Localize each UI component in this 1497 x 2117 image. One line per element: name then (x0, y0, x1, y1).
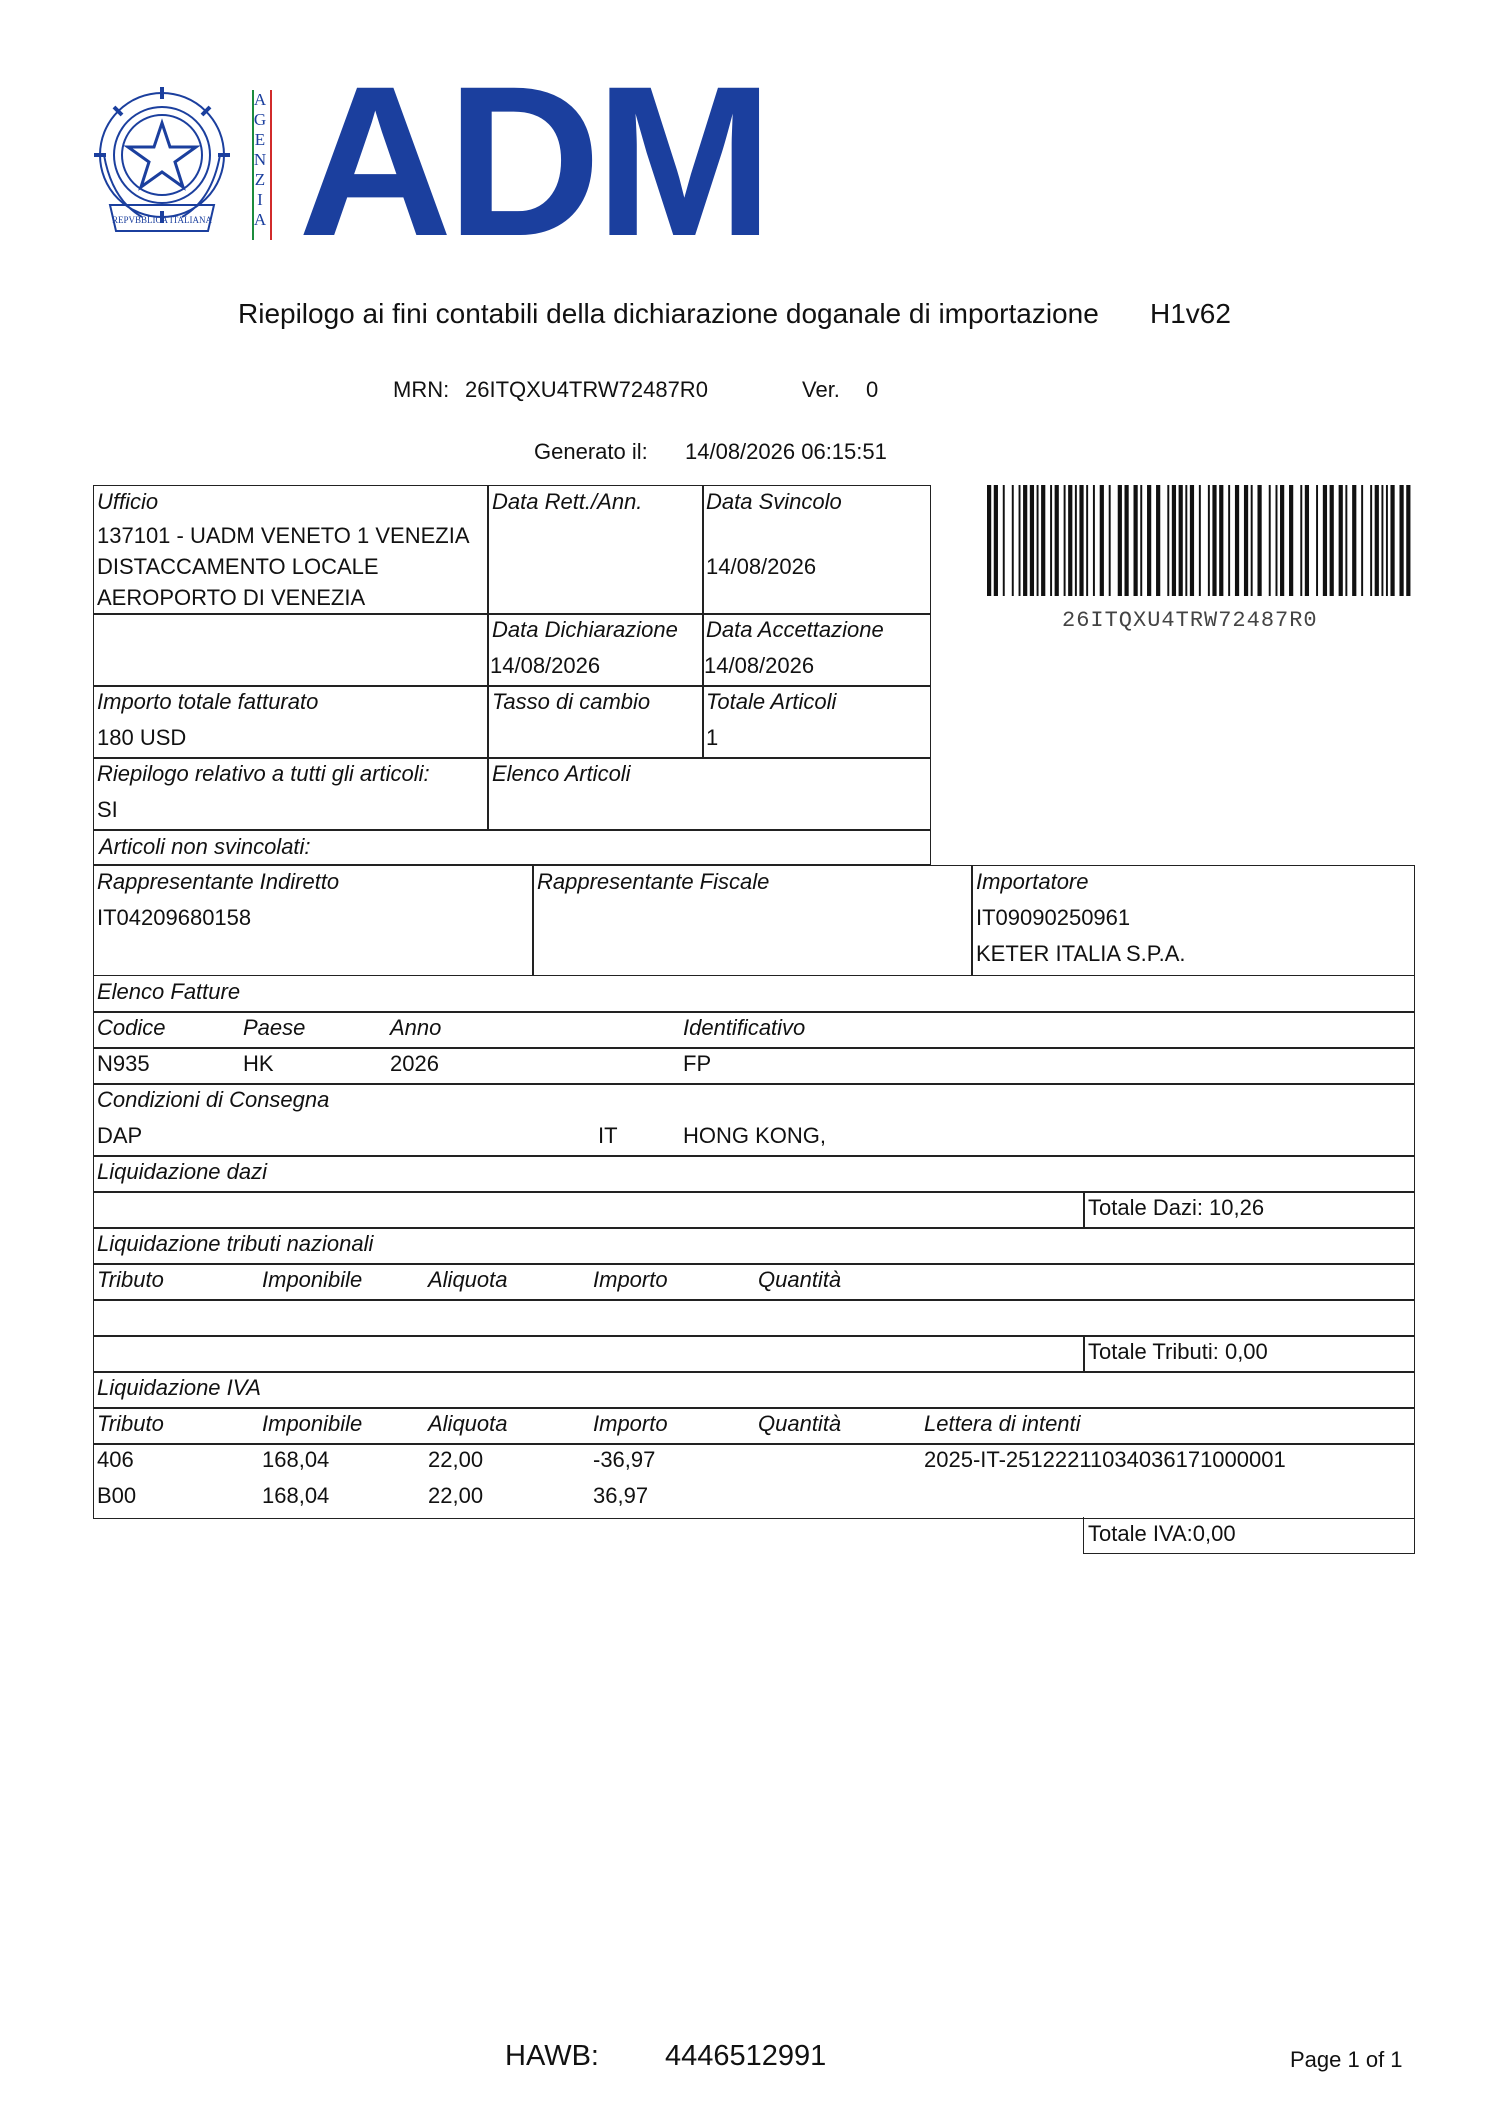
agency-letter: A (253, 90, 267, 109)
iva-row-2-imponibile: 168,04 (262, 1483, 330, 1508)
agency-vertical-text (250, 90, 270, 230)
rappresentante-indiretto-value: IT04209680158 (97, 905, 252, 930)
barcode-bar (1316, 485, 1318, 596)
barcode-bar (1323, 485, 1327, 596)
iva-row-2-aliquota: 22,00 (428, 1483, 484, 1508)
flag-stripe-red (270, 90, 272, 240)
rappresentante-indiretto-label: Rappresentante Indiretto (97, 869, 340, 894)
fattura-anno: 2026 (390, 1051, 439, 1076)
barcode-bar (1339, 485, 1343, 596)
data-svincolo-value: 14/08/2026 (706, 554, 817, 579)
importatore-name: KETER ITALIA S.P.A. (976, 941, 1186, 966)
barcode-bar (1199, 485, 1201, 596)
ufficio-line-2: DISTACCAMENTO LOCALE (97, 554, 379, 579)
barcode-bar (1352, 485, 1356, 596)
fatture-header-identificativo: Identificativo (683, 1015, 806, 1040)
ufficio-line-3: AEROPORTO DI VENEZIA (97, 585, 366, 610)
barcode-image (987, 485, 1413, 596)
dazi-total: Totale Dazi: 10,26 (1088, 1195, 1265, 1220)
data-rett-label: Data Rett./Ann. (492, 489, 643, 514)
repubblica-italiana-emblem-icon (92, 85, 232, 245)
barcode-bar (1167, 485, 1169, 596)
barcode-bar (1185, 485, 1187, 596)
iva-row-2-importo: 36,97 (593, 1483, 649, 1508)
barcode-bar (1050, 485, 1052, 596)
barcode-bar (1381, 485, 1383, 596)
iva-total: Totale IVA:0,00 (1088, 1521, 1236, 1546)
tributi-label: Liquidazione tributi nazionali (97, 1231, 374, 1256)
emblem-ring-text: REPVBBLICA ITALIANA (111, 215, 213, 225)
iva-row-2-tributo: B00 (97, 1483, 137, 1508)
iva-header-imponibile: Imponibile (262, 1411, 363, 1436)
barcode-bar (1375, 485, 1379, 596)
tributi-header-tributo: Tributo (97, 1267, 164, 1292)
barcode-bar (1280, 485, 1284, 596)
tributi-header-quantita: Quantità (758, 1267, 842, 1292)
iva-header-aliquota: Aliquota (428, 1411, 508, 1436)
barcode-bar (1370, 485, 1372, 596)
ufficio-line-1: 137101 - UADM VENETO 1 VENEZIA (97, 523, 470, 548)
barcode-bar (1390, 485, 1394, 596)
generated-value: 14/08/2026 06:15:51 (685, 439, 887, 464)
riepilogo-articoli-label: Riepilogo relativo a tutti gli articoli: (97, 761, 430, 786)
data-dichiarazione-label: Data Dichiarazione (492, 617, 678, 642)
barcode-bar (1134, 485, 1138, 596)
mrn-value: 26ITQXU4TRW72487R0 (465, 377, 708, 402)
fattura-identificativo: FP (683, 1051, 712, 1076)
adm-logo: ADM (298, 42, 768, 281)
barcode-bar (1068, 485, 1072, 596)
barcode-bar (1345, 485, 1347, 596)
data-accettazione-label: Data Accettazione (706, 617, 884, 642)
ver-value: 0 (866, 377, 879, 402)
iva-row-1-importo: -36,97 (593, 1447, 656, 1472)
fattura-paese: HK (243, 1051, 274, 1076)
barcode-bar (1300, 485, 1302, 596)
totale-articoli-value: 1 (706, 725, 719, 750)
tasso-cambio-label: Tasso di cambio (492, 689, 651, 714)
page-indicator: Page 1 of 1 (1290, 2047, 1403, 2072)
barcode-bar (1228, 485, 1230, 596)
consegna-country: IT (598, 1123, 618, 1148)
importo-totale-label: Importo totale fatturato (97, 689, 319, 714)
iva-header-importo: Importo (593, 1411, 668, 1436)
barcode-bar (1190, 485, 1194, 596)
barcode-bar (1147, 485, 1151, 596)
barcode-bar (1100, 485, 1104, 596)
barcode-bar (1030, 485, 1034, 596)
barcode-bar (1257, 485, 1261, 596)
agency-letter: A (253, 210, 267, 229)
barcode-bar (1269, 485, 1271, 596)
generated-label: Generato il: (534, 439, 648, 464)
document-title: Riepilogo ai fini contabili della dichiarazione doganale di importazione (238, 298, 1099, 329)
fatture-label: Elenco Fatture (97, 979, 241, 1004)
barcode-bar (1172, 485, 1176, 596)
barcode-bar (1208, 485, 1210, 596)
dazi-label: Liquidazione dazi (97, 1159, 268, 1184)
consegna-place: HONG KONG, (683, 1123, 827, 1148)
barcode-bar (1330, 485, 1334, 596)
barcode-bar (1212, 485, 1216, 596)
iva-label: Liquidazione IVA (97, 1375, 261, 1400)
barcode-bar (1156, 485, 1160, 596)
barcode-bar (1075, 485, 1077, 596)
fatture-header-codice: Codice (97, 1015, 166, 1040)
iva-row-1-tributo: 406 (97, 1447, 134, 1472)
barcode-bar (1079, 485, 1083, 596)
ufficio-label: Ufficio (97, 489, 159, 514)
iva-header-lettera-intenti: Lettera di intenti (924, 1411, 1081, 1436)
riepilogo-articoli-value: SI (97, 797, 118, 822)
totale-articoli-label: Totale Articoli (706, 689, 837, 714)
fatture-header-paese: Paese (243, 1015, 306, 1040)
barcode-bar (1086, 485, 1088, 596)
barcode-bar (1093, 485, 1095, 596)
agency-letter: Z (254, 170, 266, 189)
iva-row-1-imponibile: 168,04 (262, 1447, 330, 1472)
agency-letter: G (253, 110, 267, 129)
data-accettazione-value: 14/08/2026 (704, 653, 815, 678)
barcode-bar (1235, 485, 1239, 596)
barcode-bar (1305, 485, 1309, 596)
barcode-bar (1179, 485, 1183, 596)
iva-header-tributo: Tributo (97, 1411, 164, 1436)
version-code: H1v62 (1150, 298, 1231, 329)
barcode-bar (1219, 485, 1223, 596)
barcode-bar (1244, 485, 1248, 596)
barcode-bar (987, 485, 991, 596)
barcode-bar (1251, 485, 1253, 596)
fattura-codice: N935 (97, 1051, 150, 1076)
barcode-bar (994, 485, 998, 596)
importatore-code: IT09090250961 (976, 905, 1131, 930)
hawb-label: HAWB: (505, 2040, 599, 2072)
barcode-bar (1109, 485, 1111, 596)
barcode-bar (1289, 485, 1293, 596)
barcode-text: 26ITQXU4TRW72487R0 (1062, 608, 1318, 633)
agency-letter: I (257, 190, 263, 209)
barcode-bar (1361, 485, 1363, 596)
data-dichiarazione-value: 14/08/2026 (490, 653, 601, 678)
barcode-bar (1012, 485, 1014, 596)
agency-letter: E (254, 130, 266, 149)
elenco-articoli-label: Elenco Articoli (492, 761, 631, 786)
agency-letter: N (253, 150, 267, 169)
iva-header-quantita: Quantità (758, 1411, 842, 1436)
hawb-value: 4446512991 (665, 2040, 827, 2072)
mrn-label: MRN: (393, 377, 450, 402)
consegna-label: Condizioni di Consegna (97, 1087, 330, 1112)
data-svincolo-label: Data Svincolo (706, 489, 842, 514)
barcode-bar (1041, 485, 1045, 596)
barcode-bar (1386, 485, 1388, 596)
barcode-bar (1118, 485, 1122, 596)
barcode-bar (1406, 485, 1410, 596)
barcode-bar (1023, 485, 1027, 596)
barcode-bar (1055, 485, 1059, 596)
barcode-bar (1019, 485, 1021, 596)
rappresentante-fiscale-label: Rappresentante Fiscale (537, 869, 770, 894)
consegna-code: DAP (97, 1123, 143, 1148)
ver-label: Ver. (802, 377, 840, 402)
barcode-bar (1276, 485, 1278, 596)
iva-row-1-lettera-intenti: 2025-IT-25122211034036171000001 (924, 1447, 1286, 1472)
barcode-bar (1399, 485, 1403, 596)
barcode-bar (1037, 485, 1039, 596)
iva-row-1-aliquota: 22,00 (428, 1447, 484, 1472)
articoli-non-svincolati-label: Articoli non svincolati: (99, 834, 311, 859)
fatture-header-anno: Anno (390, 1015, 442, 1040)
importo-totale-value: 180 USD (97, 725, 187, 750)
tributi-total: Totale Tributi: 0,00 (1088, 1339, 1268, 1364)
importatore-label: Importatore (976, 869, 1089, 894)
tributi-header-importo: Importo (593, 1267, 668, 1292)
barcode-bar (1064, 485, 1066, 596)
tributi-header-imponibile: Imponibile (262, 1267, 363, 1292)
barcode-bar (1140, 485, 1142, 596)
barcode-bar (1124, 485, 1128, 596)
barcode-bar (1003, 485, 1005, 596)
tributi-header-aliquota: Aliquota (428, 1267, 508, 1292)
